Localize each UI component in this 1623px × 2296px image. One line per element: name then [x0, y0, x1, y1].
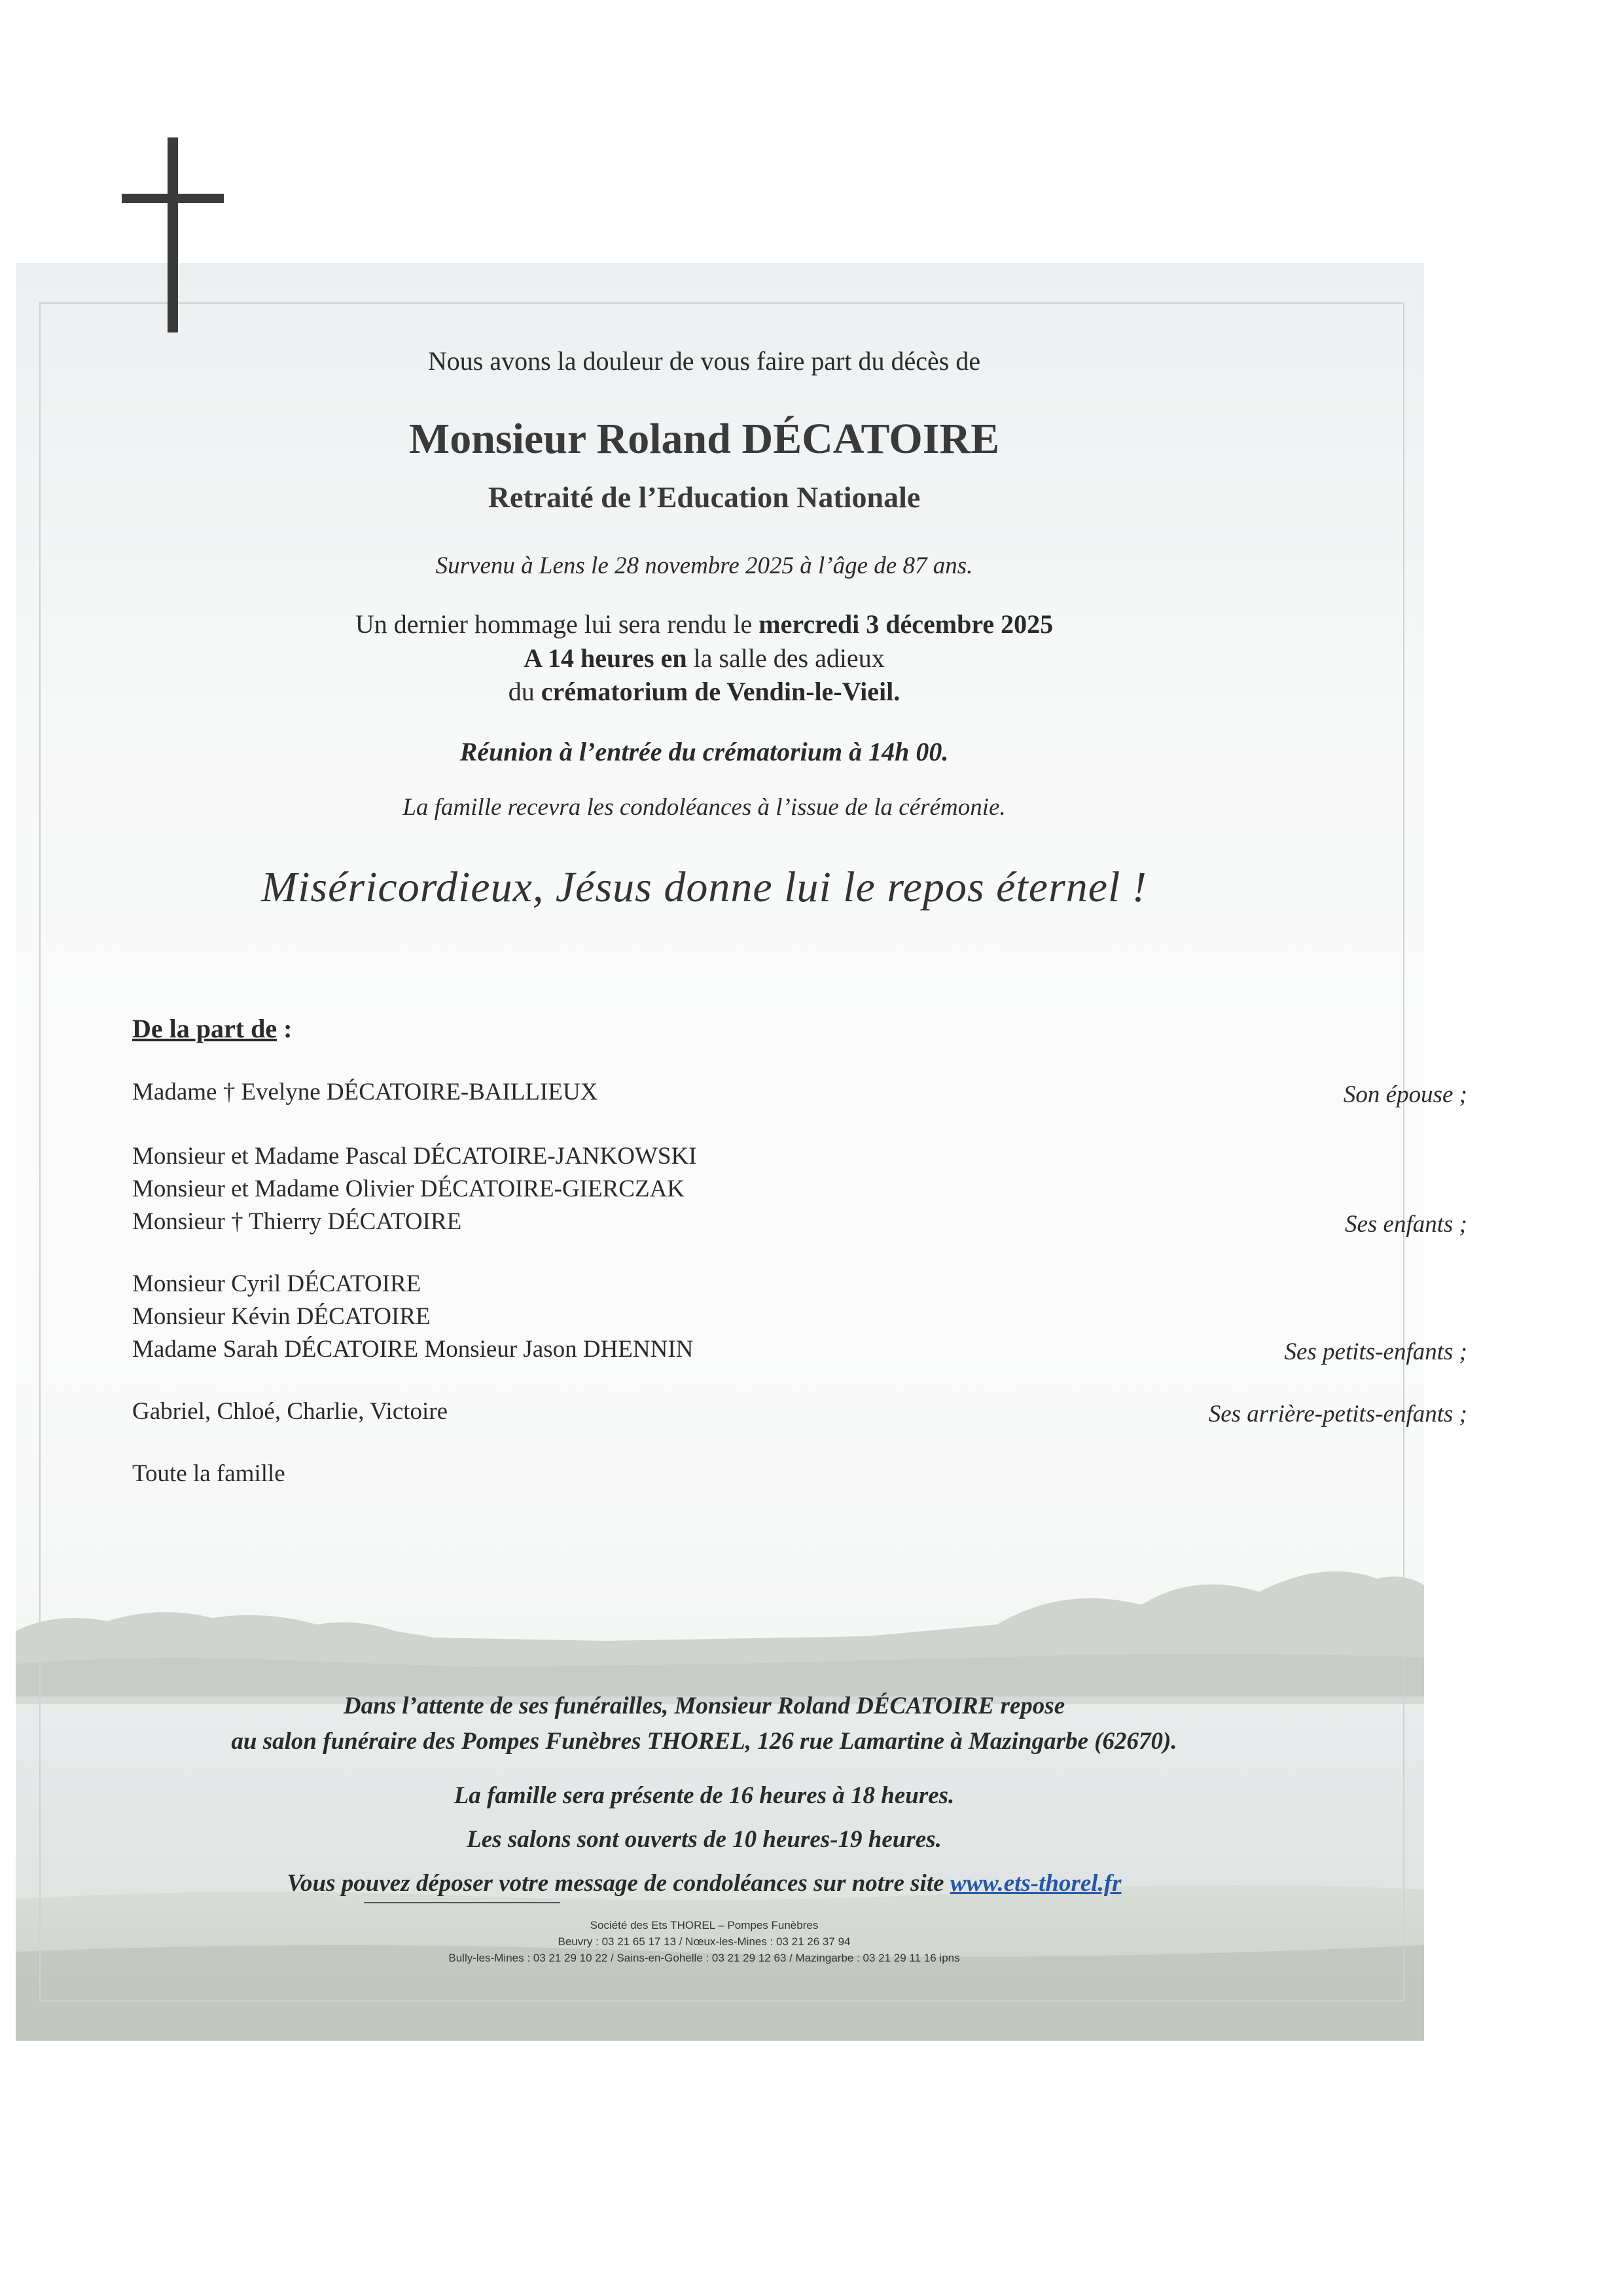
deceased-title: Retraité de l’Education Nationale	[488, 480, 921, 514]
ceremony-text: la salle des adieux	[693, 643, 885, 673]
family-relation: Ses arrière-petits-enfants ;	[1208, 1401, 1467, 1427]
from-colon: :	[277, 1014, 293, 1043]
divider	[364, 1902, 560, 1903]
cross-icon	[105, 137, 242, 340]
family-presence: La famille sera présente de 16 heures à 18 heures.	[454, 1782, 955, 1809]
meeting-note: Réunion à l’entrée du crématorium à 14h 00.	[459, 737, 949, 766]
family-name: Madame Sarah DÉCATOIRE Monsieur Jason DHENNIN	[132, 1336, 694, 1363]
ceremony-line-2	[0, 643, 1408, 673]
family-relation: Ses enfants ;	[1344, 1211, 1467, 1238]
ceremony-date: mercredi 3 décembre 2025	[758, 609, 1054, 639]
website-link[interactable]: www.ets-thorel.fr	[950, 1870, 1122, 1897]
condolences-note: La famille recevra les condoléances à l’issue de la cérémonie.	[402, 794, 1006, 821]
family-name: Monsieur et Madame Olivier DÉCATOIRE-GIERCZAK	[132, 1175, 685, 1202]
opening-hours: Les salons sont ouverts de 10 heures-19 heures.	[467, 1826, 942, 1853]
prayer-script: Miséricordieux, Jésus donne lui le repos éternel !	[261, 863, 1147, 911]
ceremony-text: Un dernier hommage lui sera rendu le	[355, 609, 753, 639]
ceremony-line-1	[0, 609, 1408, 639]
ceremony-line-3	[0, 676, 1408, 707]
ceremony-place: crématorium de Vendin-le-Vieil.	[541, 677, 901, 706]
death-notice: Survenu à Lens le 28 novembre 2025 à l’âge de 87 ans.	[435, 552, 973, 579]
family-name: Monsieur et Madame Pascal DÉCATOIRE-JANKOWSKI	[132, 1143, 697, 1170]
intro-text: Nous avons la douleur de vous faire part du décès de	[427, 346, 981, 376]
from-label: De la part de	[132, 1014, 277, 1043]
family-name: Monsieur † Thierry DÉCATOIRE	[132, 1208, 462, 1235]
from-heading	[132, 1013, 292, 1044]
footer-phones-2: Bully-les-Mines : 03 21 29 10 22 / Sains-en-Gohelle : 03 21 29 12 63 / Mazingarbe : 03 21 29 11 16 ipns	[448, 1952, 960, 1964]
online-text: Vous pouvez déposer votre message de condoléances sur notre site	[287, 1870, 944, 1897]
ceremony-text: du	[508, 677, 535, 706]
family-name: Monsieur Cyril DÉCATOIRE	[132, 1270, 421, 1297]
family-relation: Son épouse ;	[1343, 1081, 1467, 1108]
footer-phones-1: Beuvry : 03 21 65 17 13 / Nœux-les-Mines : 03 21 26 37 94	[558, 1935, 851, 1948]
deceased-name: Monsieur Roland DÉCATOIRE	[408, 415, 1000, 463]
family-name: Toute la famille	[132, 1460, 285, 1487]
family-name: Monsieur Kévin DÉCATOIRE	[132, 1303, 431, 1330]
ceremony-time: A 14 heures en	[524, 643, 687, 673]
family-relation: Ses petits-enfants ;	[1284, 1338, 1467, 1365]
funeral-home-line-1: Dans l’attente de ses funérailles, Monsieur Roland DÉCATOIRE repose	[343, 1693, 1065, 1719]
funeral-home-line-2: au salon funéraire des Pompes Funèbres THOREL, 126 rue Lamartine à Mazingarbe (62670).	[231, 1728, 1177, 1755]
online-condolences	[0, 1869, 1408, 1897]
family-name: Gabriel, Chloé, Charlie, Victoire	[132, 1398, 448, 1425]
family-name: Madame † Evelyne DÉCATOIRE-BAILLIEUX	[132, 1079, 598, 1105]
footer-company: Société des Ets THOREL – Pompes Funèbres	[590, 1919, 819, 1931]
